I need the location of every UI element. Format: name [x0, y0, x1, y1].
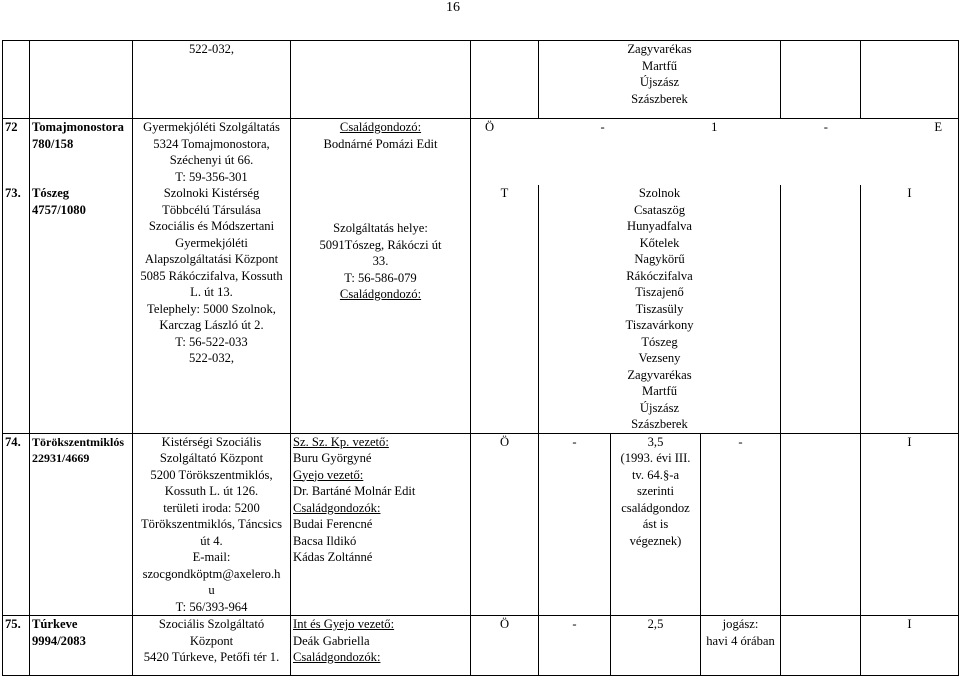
contact-line: Buru Györgyné [293, 451, 372, 465]
settlement: Tiszasüly [635, 301, 684, 316]
settlement: Martfű [642, 384, 677, 398]
provider-tail: 522-032, [188, 42, 235, 56]
settlement: Zagyvarékas [627, 42, 692, 56]
flag-cell: Ö [471, 616, 539, 676]
settlement: Kőtelek [639, 235, 680, 250]
hours-cell: 2,5 [611, 616, 701, 676]
hours-line: (1993. évi III. [620, 451, 691, 465]
settlement: Tószeg [641, 334, 678, 349]
phone-number: T: 56/393-964 [175, 599, 248, 614]
table-row-73 [3, 185, 959, 433]
provider-line: Karczag László út 2. [159, 318, 264, 332]
provider-line: Szociális Szolgáltató [158, 617, 265, 631]
email-address: u [208, 583, 215, 597]
provider-line: 522-032, [188, 351, 235, 365]
contact-cell [291, 616, 471, 676]
settlements-cell [539, 185, 781, 433]
contact-cell [291, 433, 471, 616]
contact-line: Kádas Zoltánné [293, 550, 373, 564]
provider-line: Kistérségi Szociális [161, 434, 262, 449]
flag-cell: I [861, 433, 959, 616]
flag-cell: - [539, 616, 611, 676]
flag-cell: - [539, 433, 611, 616]
contact-line: Int és Gyejo vezető: [293, 617, 395, 631]
provider-line: 5085 Rákóczifalva, Kossuth [140, 268, 283, 283]
provider-line: út 4. [200, 533, 223, 548]
row-number: 73. [3, 185, 30, 433]
contact-line: Deák Gabriella [293, 633, 370, 648]
contact-line: Budai Ferencné [293, 517, 373, 531]
place-code: 4757/1080 [32, 202, 86, 217]
place-code: 780/158 [32, 136, 74, 151]
row-number: 74. [3, 433, 30, 616]
settlements-cell [539, 41, 781, 119]
settlement: Szászberek [631, 91, 688, 106]
provider-line: 5324 Tomajmonostora, [153, 136, 270, 151]
settlement: Tiszavárkony [625, 318, 694, 332]
row-number: 75. [3, 616, 30, 676]
contact-line: Bacsa Ildikó [293, 533, 357, 548]
hours-line: végeznek) [629, 533, 682, 548]
flag: E [934, 120, 943, 134]
settlement: Újszász [639, 75, 680, 89]
note-cell [701, 616, 781, 676]
row-number: 72 [3, 119, 30, 186]
place-cell [30, 433, 133, 616]
flag-cell: Ö [471, 433, 539, 616]
service-place-line: 33. [372, 254, 389, 268]
provider-line: Központ [189, 633, 234, 648]
provider-line: Alapszolgáltatási Központ [144, 252, 279, 266]
provider-line: Telephely: 5000 Szolnok, [147, 301, 276, 316]
service-place-line: Szolgáltatás helye: [333, 221, 428, 235]
flag-cell: T [471, 185, 539, 433]
provider-line: E-mail: [192, 550, 231, 564]
contact-line: Gyejo vezető: [293, 467, 364, 482]
service-place-line: 5091Tószeg, Rákóczi út [319, 237, 442, 252]
settlement: Tiszajenő [635, 285, 684, 299]
table-row-74 [3, 433, 959, 616]
page-number: 16 [446, 0, 460, 15]
contact-line: Családgondozók: [293, 650, 381, 664]
provider-line: Gyermekjóléti Szolgáltatás [143, 120, 280, 134]
provider-cell [133, 119, 291, 186]
flag: 1 [711, 120, 718, 134]
settlement: Martfű [642, 58, 677, 73]
note-line: jogász: [722, 617, 759, 631]
flags-cell [471, 119, 959, 186]
provider-cell [133, 41, 291, 119]
contact-line: Dr. Bartáné Molnár Edit [293, 484, 416, 498]
contact-line: Sz. Sz. Kp. vezető: [293, 434, 389, 449]
contact-label: Családgondozó: [339, 287, 422, 301]
provider-cell [133, 433, 291, 616]
hours-cell [611, 433, 701, 616]
provider-line: T: 59-356-301 [175, 169, 248, 184]
settlement: Hunyadfalva [626, 219, 693, 233]
settlement: Vezseny [638, 351, 681, 365]
provider-line: Széchenyi út 66. [169, 153, 254, 167]
place-code: 9994/2083 [32, 633, 86, 648]
table-row-75 [3, 616, 959, 676]
flag: Ö [485, 120, 495, 134]
provider-line: T: 56-522-033 [175, 334, 248, 349]
contact-line: Családgondozók: [293, 500, 381, 515]
flag-cell: I [861, 616, 959, 676]
flag-cell: I [861, 185, 959, 433]
hours-line: tv. 64.§-a [631, 467, 680, 482]
place-name: Törökszentmiklós [32, 434, 125, 449]
service-place-line: T: 56-586-079 [344, 270, 417, 285]
provider-line: Törökszentmiklós, Táncsics [140, 517, 283, 531]
note-line: havi 4 órában [706, 633, 775, 648]
provider-line: Gyermekjóléti [175, 235, 248, 250]
settlement: Nagykörű [634, 252, 685, 266]
place-code: 22931/4669 [32, 451, 90, 465]
settlement: Rákóczifalva [626, 268, 693, 283]
provider-line: Szociális és Módszertani [148, 219, 275, 233]
place-cell [30, 185, 133, 433]
provider-line: Többcélú Társulása [162, 202, 261, 217]
settlement: Újszász [639, 400, 680, 415]
hours-line: 3,5 [647, 434, 664, 449]
hours-line: ást is [642, 517, 669, 531]
provider-table [2, 40, 959, 676]
flag-cell: - [701, 433, 781, 616]
provider-line: Szolgáltató Központ [159, 451, 264, 465]
provider-line: 5200 Törökszentmiklós, [150, 467, 273, 482]
place-name: Túrkeve [32, 617, 78, 631]
settlement: Csataszög [633, 202, 686, 217]
place-cell [30, 119, 133, 186]
provider-line: L. út 13. [190, 285, 233, 299]
email-address: szocgondköptm@axelero.h [142, 566, 281, 581]
contact-cell [291, 119, 471, 186]
settlement: Szászberek [631, 417, 688, 431]
hours-line: szerinti [636, 484, 675, 498]
place-name: Tószeg [32, 186, 70, 200]
provider-cell [133, 616, 291, 676]
settlement: Szolnok [638, 186, 681, 200]
hours-line: családgondoz [621, 500, 690, 515]
table-row-72 [3, 119, 959, 186]
provider-line: Kossuth L. út 126. [164, 484, 259, 498]
contact-cell [291, 185, 471, 433]
contact-name: Bodnárné Pomázi Edit [323, 136, 438, 151]
provider-cell [133, 185, 291, 433]
contact-label: Családgondozó: [339, 120, 422, 134]
flag: - [823, 120, 828, 134]
settlement: Zagyvarékas [627, 367, 692, 382]
provider-line: 5420 Túrkeve, Petőfi tér 1. [143, 650, 280, 664]
provider-line: területi iroda: 5200 [163, 500, 260, 515]
place-cell [30, 616, 133, 676]
table-row-continuation [3, 41, 959, 119]
provider-line: Szolnoki Kistérség [163, 186, 260, 200]
flag: - [600, 120, 605, 134]
place-name: Tomajmonostora [32, 120, 124, 134]
